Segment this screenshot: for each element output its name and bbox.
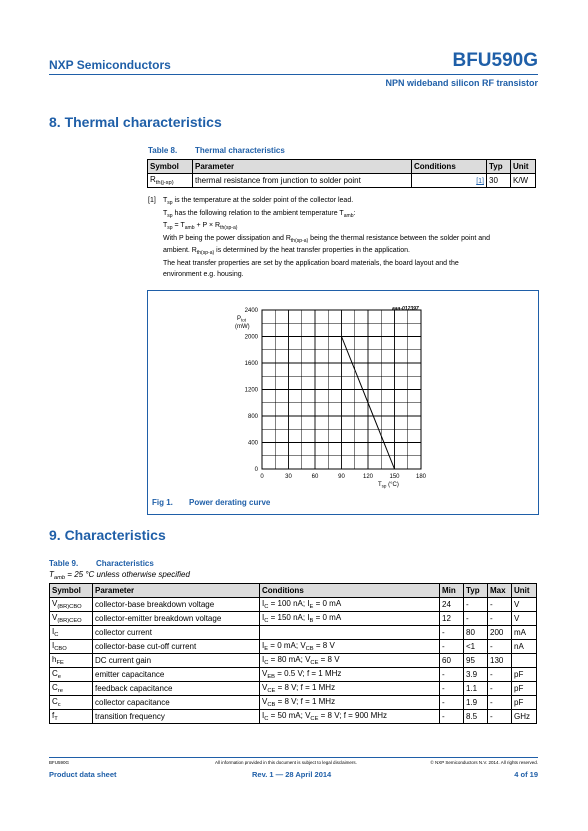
table-row — [50, 626, 537, 640]
x-tick-label: 150 — [389, 474, 400, 480]
unit-cell: V — [512, 598, 537, 612]
table-row — [50, 696, 537, 710]
col-conditions: Conditions — [412, 160, 487, 174]
conditions-cell — [260, 626, 440, 640]
chart-grid — [262, 310, 421, 469]
x-tick-label: 0 — [260, 474, 264, 480]
typ-cell: <1 — [464, 640, 488, 654]
max-cell: - — [488, 696, 512, 710]
conditions-cell: $I_C = 100$ nA; $I_E = 0$ mA — [260, 598, 440, 612]
figure-1-title: Power derating curve — [189, 498, 271, 507]
table-9-label: Table 9. — [49, 559, 79, 568]
note-line: environment e.g. housing. — [163, 270, 244, 278]
parameter-cell: DC current gain — [93, 654, 260, 668]
x-tick-label: 90 — [338, 474, 345, 480]
symbol-cell: $I_C$ — [50, 626, 93, 640]
footer-rule — [49, 757, 538, 758]
parameter-cell: thermal resistance from junction to solder point — [193, 174, 412, 188]
symbol-cell: $h_{FE}$ — [50, 654, 93, 668]
y-tick-label: 2400 — [244, 308, 258, 314]
col-unit: Unit — [511, 160, 536, 174]
col-symbol: Symbol — [148, 160, 193, 174]
y-axis-label-symbol: $P_{tot}$ — [237, 316, 247, 323]
max-cell: - — [488, 682, 512, 696]
unit-cell: pF — [512, 668, 537, 682]
min-cell: - — [440, 710, 464, 724]
section-9-title: 9. Characteristics — [49, 527, 166, 543]
y-tick-label: 1200 — [244, 387, 258, 394]
x-tick-label: 120 — [362, 474, 374, 480]
unit-cell: pF — [512, 682, 537, 696]
y-tick-label: 800 — [247, 414, 258, 420]
col-unit: Unit — [512, 584, 537, 598]
table-row — [50, 654, 537, 668]
table-9-caption — [49, 559, 154, 568]
table-row — [50, 668, 537, 682]
table-row — [148, 174, 536, 188]
note-marker: [1] — [148, 197, 156, 204]
max-cell: 130 — [488, 654, 512, 668]
unit-cell: V — [512, 612, 537, 626]
y-tick-label: 0 — [254, 467, 258, 473]
symbol-cell: $R_{th(j-sp)}$ — [148, 174, 193, 188]
parameter-cell: emitter capacitance — [93, 668, 260, 682]
symbol-cell: $C_{re}$ — [50, 682, 93, 696]
characteristics-table — [49, 583, 537, 724]
conditions-cell — [412, 174, 487, 188]
min-cell: 12 — [440, 612, 464, 626]
min-cell: - — [440, 696, 464, 710]
col-parameter: Parameter — [93, 584, 260, 598]
typ-cell: 3.9 — [464, 668, 488, 682]
max-cell: - — [488, 598, 512, 612]
table-row — [50, 710, 537, 724]
col-parameter: Parameter — [193, 160, 412, 174]
footer-doc-id: BFU590G — [49, 760, 70, 765]
table-row — [50, 598, 537, 612]
power-derating-chart — [147, 290, 537, 500]
unit-cell: pF — [512, 696, 537, 710]
characteristics-table-header — [50, 584, 537, 598]
max-cell: - — [488, 710, 512, 724]
conditions-cell: $I_C = 50$ mA; $V_{CE} = 8$ V; f = 900 MHz — [260, 710, 440, 724]
conditions-cell: $V_{CB} = 8$ V; f = 1 MHz — [260, 696, 440, 710]
col-typ: Typ — [464, 584, 488, 598]
min-cell: - — [440, 668, 464, 682]
min-cell: - — [440, 682, 464, 696]
typ-cell: 1.9 — [464, 696, 488, 710]
typ-cell: - — [464, 612, 488, 626]
unit-cell — [512, 654, 537, 668]
table-8-caption — [148, 146, 285, 155]
typ-cell: 8.5 — [464, 710, 488, 724]
footer-revision: Rev. 1 — 28 April 2014 — [252, 770, 332, 779]
x-tick-labels — [260, 474, 426, 480]
parameter-cell: collector-base cut-off current — [93, 640, 260, 654]
figure-code: aaa-012397 — [392, 306, 419, 312]
parameter-cell: collector-base breakdown voltage — [93, 598, 260, 612]
figure-1-label: Fig 1. — [152, 498, 173, 507]
col-conditions: Conditions — [260, 584, 440, 598]
conditions-cell: $I_C = 150$ nA; $I_B = 0$ mA — [260, 612, 440, 626]
table-9-title: Characteristics — [96, 559, 154, 568]
note-line: The heat transfer properties are set by the application board materials, the board layout and the — [163, 259, 459, 267]
y-tick-label: 1600 — [244, 361, 258, 367]
conditions-cell: $V_{CE} = 8$ V; f = 1 MHz — [260, 682, 440, 696]
table-9-condition-note: $T_{amb} = 25$ °C unless otherwise specified — [49, 570, 190, 581]
thermal-table-header — [148, 160, 536, 174]
note-line: $T_{sp} = T_{amb} + P \times R_{th(sp-a)}$ — [163, 222, 238, 232]
thermal-table — [147, 159, 536, 188]
y-tick-label: 2000 — [244, 334, 258, 341]
table-row — [50, 640, 537, 654]
parameter-cell: feedback capacitance — [93, 682, 260, 696]
note-line: $T_{sp}$ has the following relation to the ambient temperature $T_{amb}$: — [163, 209, 356, 219]
max-cell: - — [488, 640, 512, 654]
x-tick-label: 180 — [415, 474, 427, 480]
unit-cell: GHz — [512, 710, 537, 724]
x-axis-label: $T_{sp}$ (°C) — [378, 482, 399, 489]
conditions-cell: $V_{EB} = 0.5$ V; f = 1 MHz — [260, 668, 440, 682]
min-cell: 60 — [440, 654, 464, 668]
symbol-cell: $V_{(BR)CBO}$ — [50, 598, 93, 612]
x-tick-label: 30 — [285, 474, 292, 480]
header-rule — [49, 74, 538, 75]
typ-cell: 95 — [464, 654, 488, 668]
max-cell: - — [488, 612, 512, 626]
y-tick-label: 400 — [247, 440, 258, 447]
company-name: NXP Semiconductors — [49, 58, 171, 72]
max-cell: 200 — [488, 626, 512, 640]
min-cell: - — [440, 626, 464, 640]
parameter-cell: collector current — [93, 626, 260, 640]
x-tick-label: 60 — [311, 474, 319, 480]
symbol-cell: $V_{(BR)CEO}$ — [50, 612, 93, 626]
figure-1-caption — [152, 498, 270, 507]
table-note — [148, 196, 540, 280]
product-name: BFU590G — [452, 50, 538, 71]
footer-page-number: 4 of 19 — [514, 770, 538, 779]
parameter-cell: collector-emitter breakdown voltage — [93, 612, 260, 626]
y-tick-labels — [245, 308, 259, 473]
unit-cell: K/W — [511, 174, 536, 188]
typ-cell: 80 — [464, 626, 488, 640]
table-8-title: Thermal characteristics — [195, 146, 285, 155]
unit-cell: mA — [512, 626, 537, 640]
typ-cell: 1.1 — [464, 682, 488, 696]
symbol-cell: $C_e$ — [50, 668, 93, 682]
unit-cell: nA — [512, 640, 537, 654]
col-min: Min — [440, 584, 464, 598]
conditions-cell: $I_E = 0$ mA; $V_{CB} = 8$ V — [260, 640, 440, 654]
table-row — [50, 612, 537, 626]
note-ref-link[interactable]: [1] — [476, 178, 484, 185]
typ-cell: 30 — [487, 174, 511, 188]
symbol-cell: $f_T$ — [50, 710, 93, 724]
min-cell: 24 — [440, 598, 464, 612]
note-line: $T_{sp}$ is the temperature at the solder point of the collector lead. — [163, 197, 354, 206]
symbol-cell: $I_{CBO}$ — [50, 640, 93, 654]
table-row — [50, 682, 537, 696]
note-line: With P being the power dissipation and $R_{th(sp-a)}$ being the thermal resistance between the solder point and — [163, 234, 490, 244]
footer-copyright: © NXP Semiconductors N.V. 2014. All rights reserved. — [430, 760, 538, 765]
footer-doc-type: Product data sheet — [49, 770, 117, 779]
max-cell: - — [488, 668, 512, 682]
col-symbol: Symbol — [50, 584, 93, 598]
parameter-cell: collector capacitance — [93, 696, 260, 710]
symbol-cell: $C_c$ — [50, 696, 93, 710]
footer-disclaimer: All information provided in this document is subject to legal disclaimers. — [215, 760, 357, 765]
note-line: ambient. $R_{th(sp-a)}$ is determined by the heat transfer properties in the application. — [163, 247, 410, 257]
product-subtitle: NPN wideband silicon RF transistor — [385, 78, 538, 88]
col-typ: Typ — [487, 160, 511, 174]
conditions-cell: $I_C = 80$ mA; $V_{CE} = 8$ V — [260, 654, 440, 668]
typ-cell: - — [464, 598, 488, 612]
min-cell: - — [440, 640, 464, 654]
parameter-cell: transition frequency — [93, 710, 260, 724]
table-8-label: Table 8. — [148, 146, 178, 155]
col-max: Max — [488, 584, 512, 598]
y-axis-label-unit: (mW) — [235, 324, 250, 330]
section-8-title: 8. Thermal characteristics — [49, 114, 222, 130]
